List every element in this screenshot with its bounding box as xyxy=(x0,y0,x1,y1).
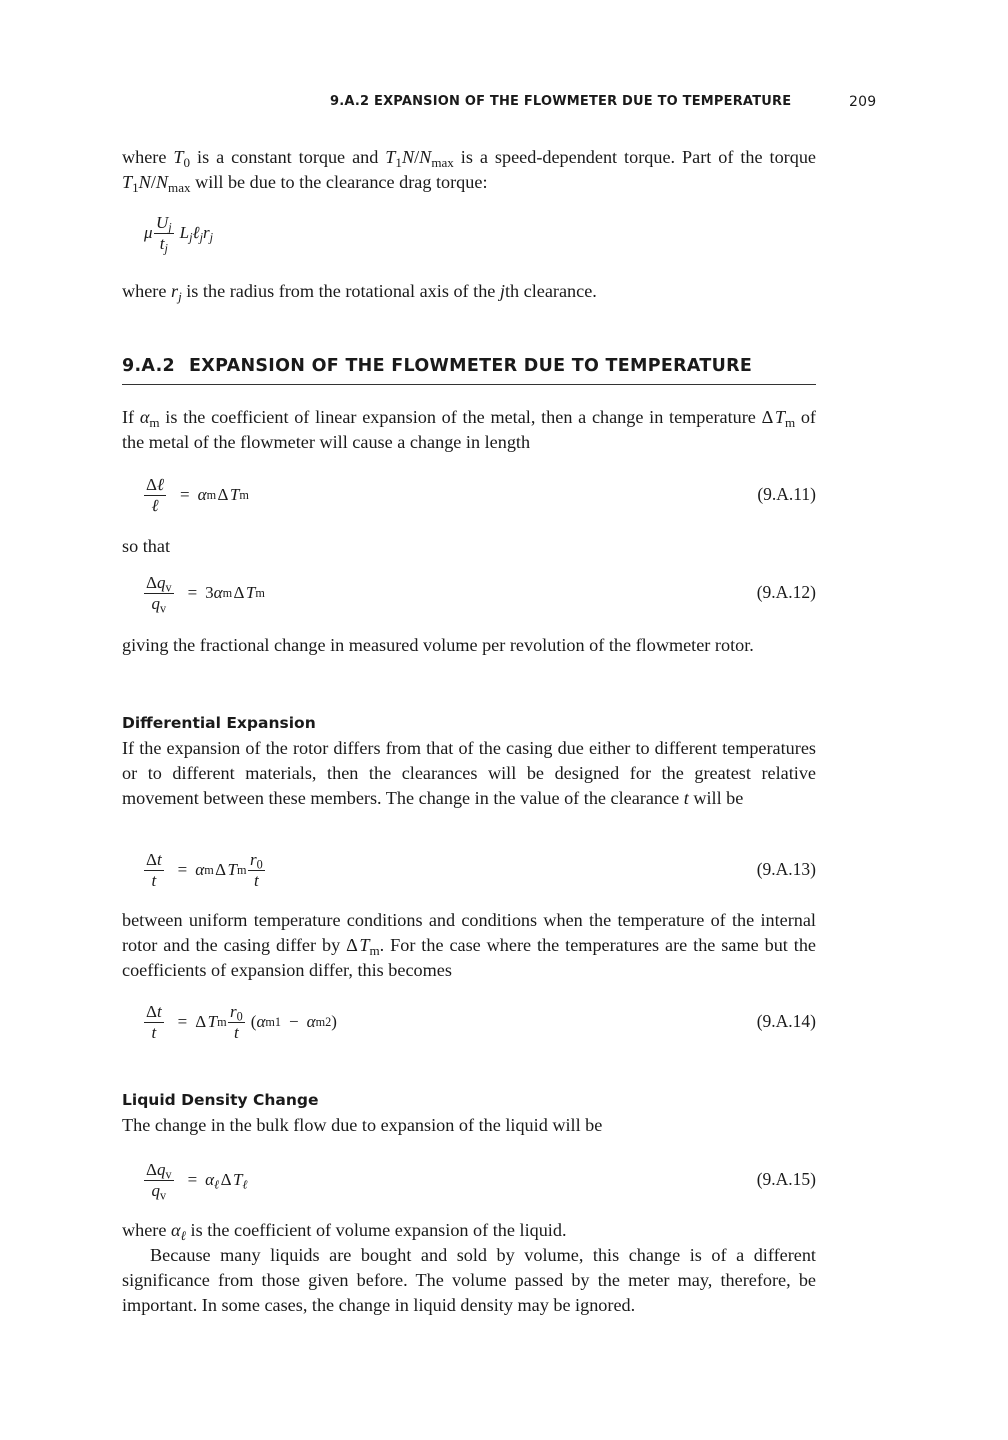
liquid-paragraph-3: Because many liquids are bought and sold by volume, this change is of a different significance from those given before. The volume passed by the meter may, therefore, be important. In some cases, the change in liquid density may be ignored. xyxy=(122,1245,816,1315)
equation-number-9a12: (9.A.12) xyxy=(756,582,816,602)
document-page xyxy=(122,0,877,1440)
section-number: 9.A.2 xyxy=(122,356,176,376)
section-heading xyxy=(122,356,816,385)
liquid-density-block: Liquid Density Change The change in the bulk flow due to expansion of the liquid will be xyxy=(122,1088,816,1138)
drag-torque-expression: μ $\frac{U_j}{t_j}$ $L_j\ell_jr_j$ xyxy=(144,212,214,256)
equation-9a11: $\frac{\text{Δℓ}}{\text{ℓ}}$ = α m Δ T m (9.A.11) xyxy=(146,474,816,515)
section-title: EXPANSION OF THE FLOWMETER DUE TO TEMPERATURE xyxy=(189,356,753,376)
equation-number-9a13: (9.A.13) xyxy=(756,859,816,879)
running-head xyxy=(122,94,877,114)
differential-expansion-block: Differential Expansion If the expansion of the rotor differs from that of the casing due either to different temperatures or to different materials, then the clearances will be designed for the greatest relative movement between these members. The change in the value of the clearance t will be xyxy=(122,711,816,811)
equation-9a12: $\frac{\Delta q_v}{q_v}$ = 3 α m Δ T m (9.A.12) xyxy=(146,572,816,616)
subheading-differential-expansion: Differential Expansion xyxy=(122,714,316,732)
page-number: 209 xyxy=(849,94,877,110)
equation-number-9a11: (9.A.11) xyxy=(757,484,816,504)
equation-number-9a15: (9.A.15) xyxy=(756,1169,816,1189)
equation-9a15: $\frac{\Delta q_v}{q_v}$ = $\alpha_\ell$ Δ $T_\ell$ (9.A.15) xyxy=(146,1159,816,1203)
section-paragraph-1: If $\alpha_m$ is the coefficient of linear expansion of the metal, then a change in temperature Δ $T_m$ of the metal of the flowmeter will cause a change in length xyxy=(122,407,816,452)
differential-paragraph-2: between uniform temperature conditions and conditions when the temperature of the internal rotor and the casing differ by Δ $T_m$. For the case where the temperatures are the same but the coefficients of expansion differ, this becomes xyxy=(122,910,816,980)
intro-paragraph-2: where $r_j$ is the radius from the rotational axis of the jth clearance. xyxy=(122,281,597,304)
equation-number-9a14: (9.A.14) xyxy=(756,1011,816,1031)
intro-paragraph-1: where $T_0$ is a constant torque and $T_1N/N_{max}$ is a speed-dependent torque. Part of the torque $T_1N/N_{max}$ will be due to the clearance drag torque: xyxy=(122,147,816,195)
equation-9a13: $\frac{\Delta t}{t}$ = α m Δ T m $\frac{r_0}{t}$ (9.A.13) xyxy=(146,849,816,890)
section-paragraph-2: giving the fractional change in measured volume per revolution of the flowmeter rotor. xyxy=(122,635,754,655)
so-that-text: so that xyxy=(122,536,170,556)
liquid-paragraph-2: where $\alpha_\ell$ is the coefficient of volume expansion of the liquid. Because many liquids are bought and sold by volume, this change is of a different significance from those given before. The volume passed by the meter may, therefore, be important. In some cases, the change in liquid density may be ignored. xyxy=(122,1218,816,1318)
equation-9a14: $\frac{\Delta t}{t}$ = Δ T m $\frac{r_0}{t}$ ( α m1 − α m2 ) (9.A.14) xyxy=(146,1001,816,1042)
running-head-title: 9.A.2 EXPANSION OF THE FLOWMETER DUE TO TEMPERATURE xyxy=(330,94,792,109)
subheading-liquid-density-change: Liquid Density Change xyxy=(122,1091,319,1109)
